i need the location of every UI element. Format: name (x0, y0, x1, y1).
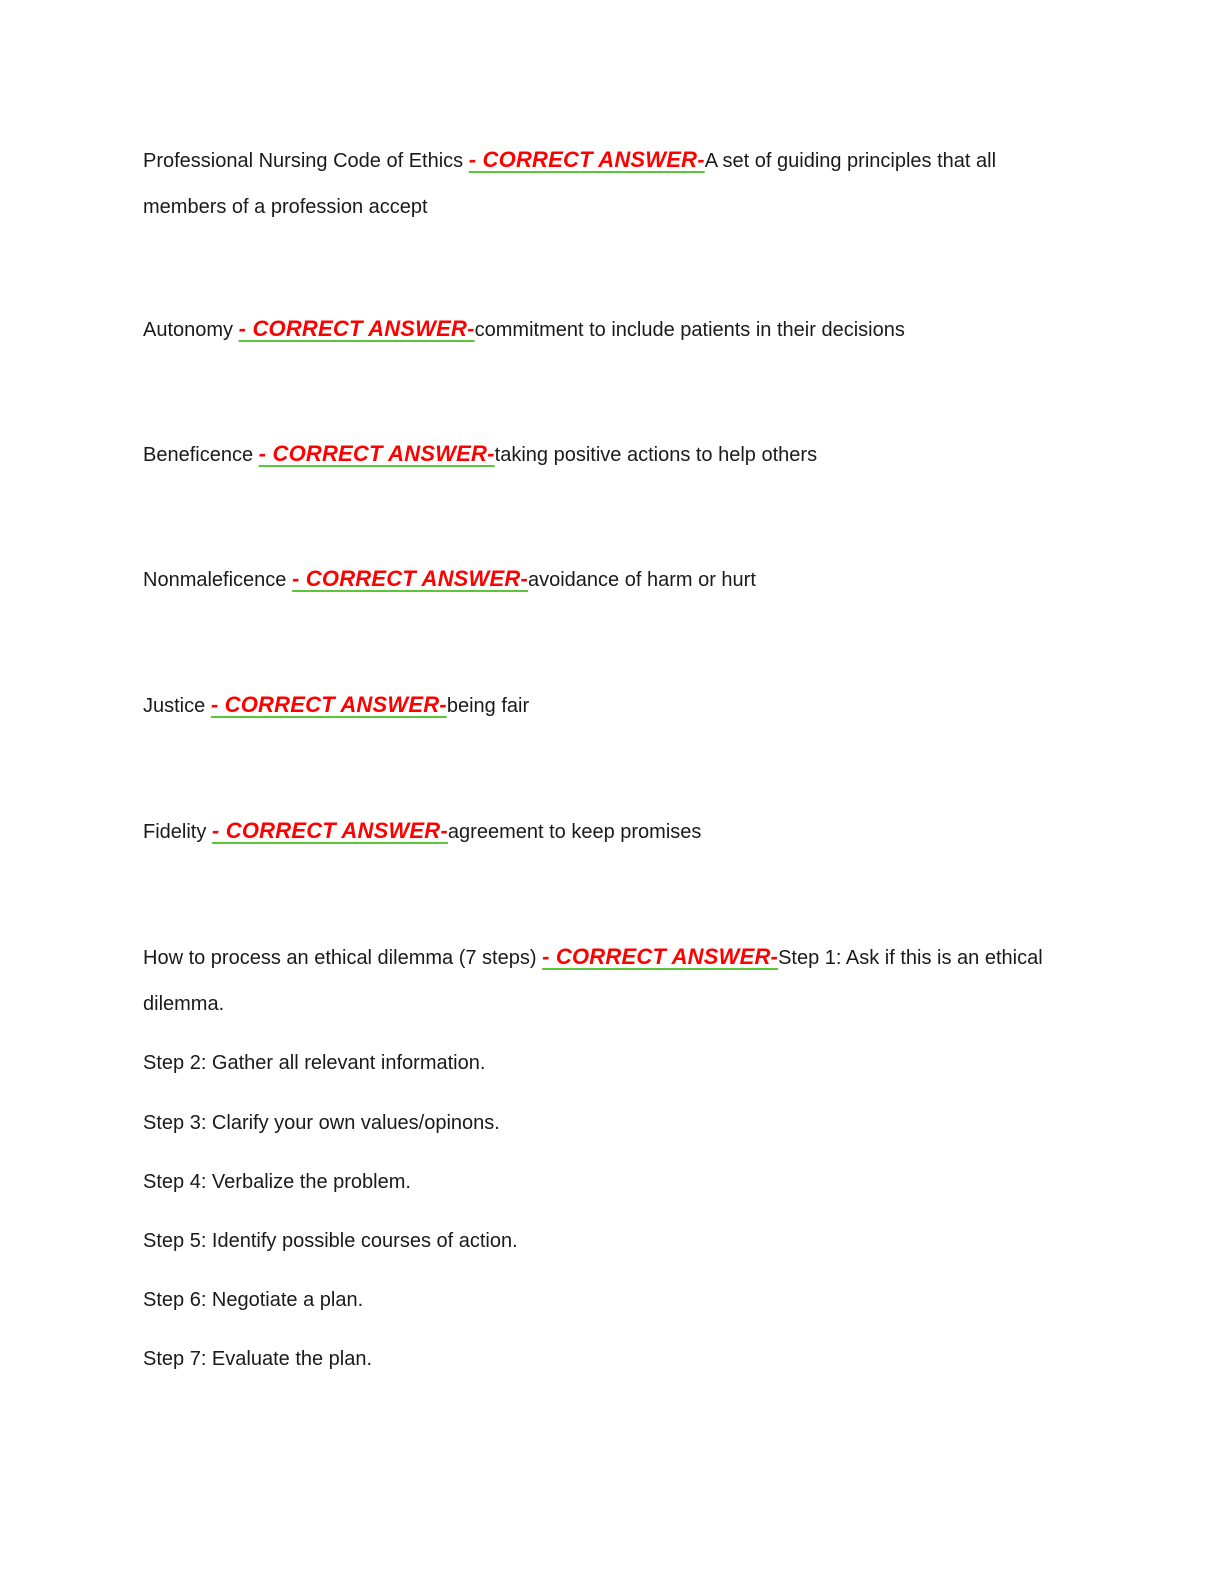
step-line: Step 4: Verbalize the problem. (143, 1171, 411, 1193)
step-line: Step 3: Clarify your own values/opinons. (143, 1112, 500, 1134)
entry-term: Professional Nursing Code of Ethics (143, 150, 469, 172)
step-line: Step 5: Identify possible courses of action. (143, 1230, 518, 1252)
entry-term: Justice (143, 695, 211, 717)
step-line: Step 7: Evaluate the plan. (143, 1348, 373, 1370)
entry-definition: A set of guiding principles that all members of a profession accept (143, 150, 997, 218)
correct-answer-tag: - CORRECT ANSWER- (542, 944, 779, 969)
entry-term: Nonmaleficence (143, 569, 292, 591)
entry-definition: taking positive actions to help others (494, 444, 818, 466)
entry-definition: agreement to keep promises (447, 821, 702, 843)
entry-term: How to process an ethical dilemma (7 steps) (143, 947, 543, 969)
entry-definition: avoidance of harm or hurt (527, 569, 756, 591)
correct-answer-tag: - CORRECT ANSWER- (291, 566, 528, 591)
entry-fidelity (143, 808, 1083, 855)
entry-ethical-dilemma (143, 934, 1083, 1027)
correct-answer-tag: - CORRECT ANSWER- (238, 316, 475, 341)
step-line: Step 2: Gather all relevant information. (143, 1052, 486, 1074)
correct-answer-tag: - CORRECT ANSWER- (211, 818, 448, 843)
correct-answer-tag: - CORRECT ANSWER- (468, 147, 705, 172)
entry-nonmaleficence (143, 556, 1083, 603)
entry-term: Beneficence (143, 444, 259, 466)
entry-definition: Step 1: Ask if this is an ethical dilemma. (143, 947, 1043, 1015)
entry-definition: commitment to include patients in their decisions (474, 319, 905, 341)
correct-answer-tag: - CORRECT ANSWER- (210, 692, 447, 717)
step-line: Step 6: Negotiate a plan. (143, 1289, 364, 1311)
entry-justice (143, 682, 1083, 729)
entry-beneficence (143, 431, 1083, 478)
entry-code-of-ethics (143, 137, 1083, 230)
entry-definition: being fair (446, 695, 530, 717)
entry-term: Autonomy (143, 319, 239, 341)
entry-term: Fidelity (143, 821, 212, 843)
correct-answer-tag: - CORRECT ANSWER- (258, 441, 495, 466)
entry-autonomy (143, 306, 1083, 353)
